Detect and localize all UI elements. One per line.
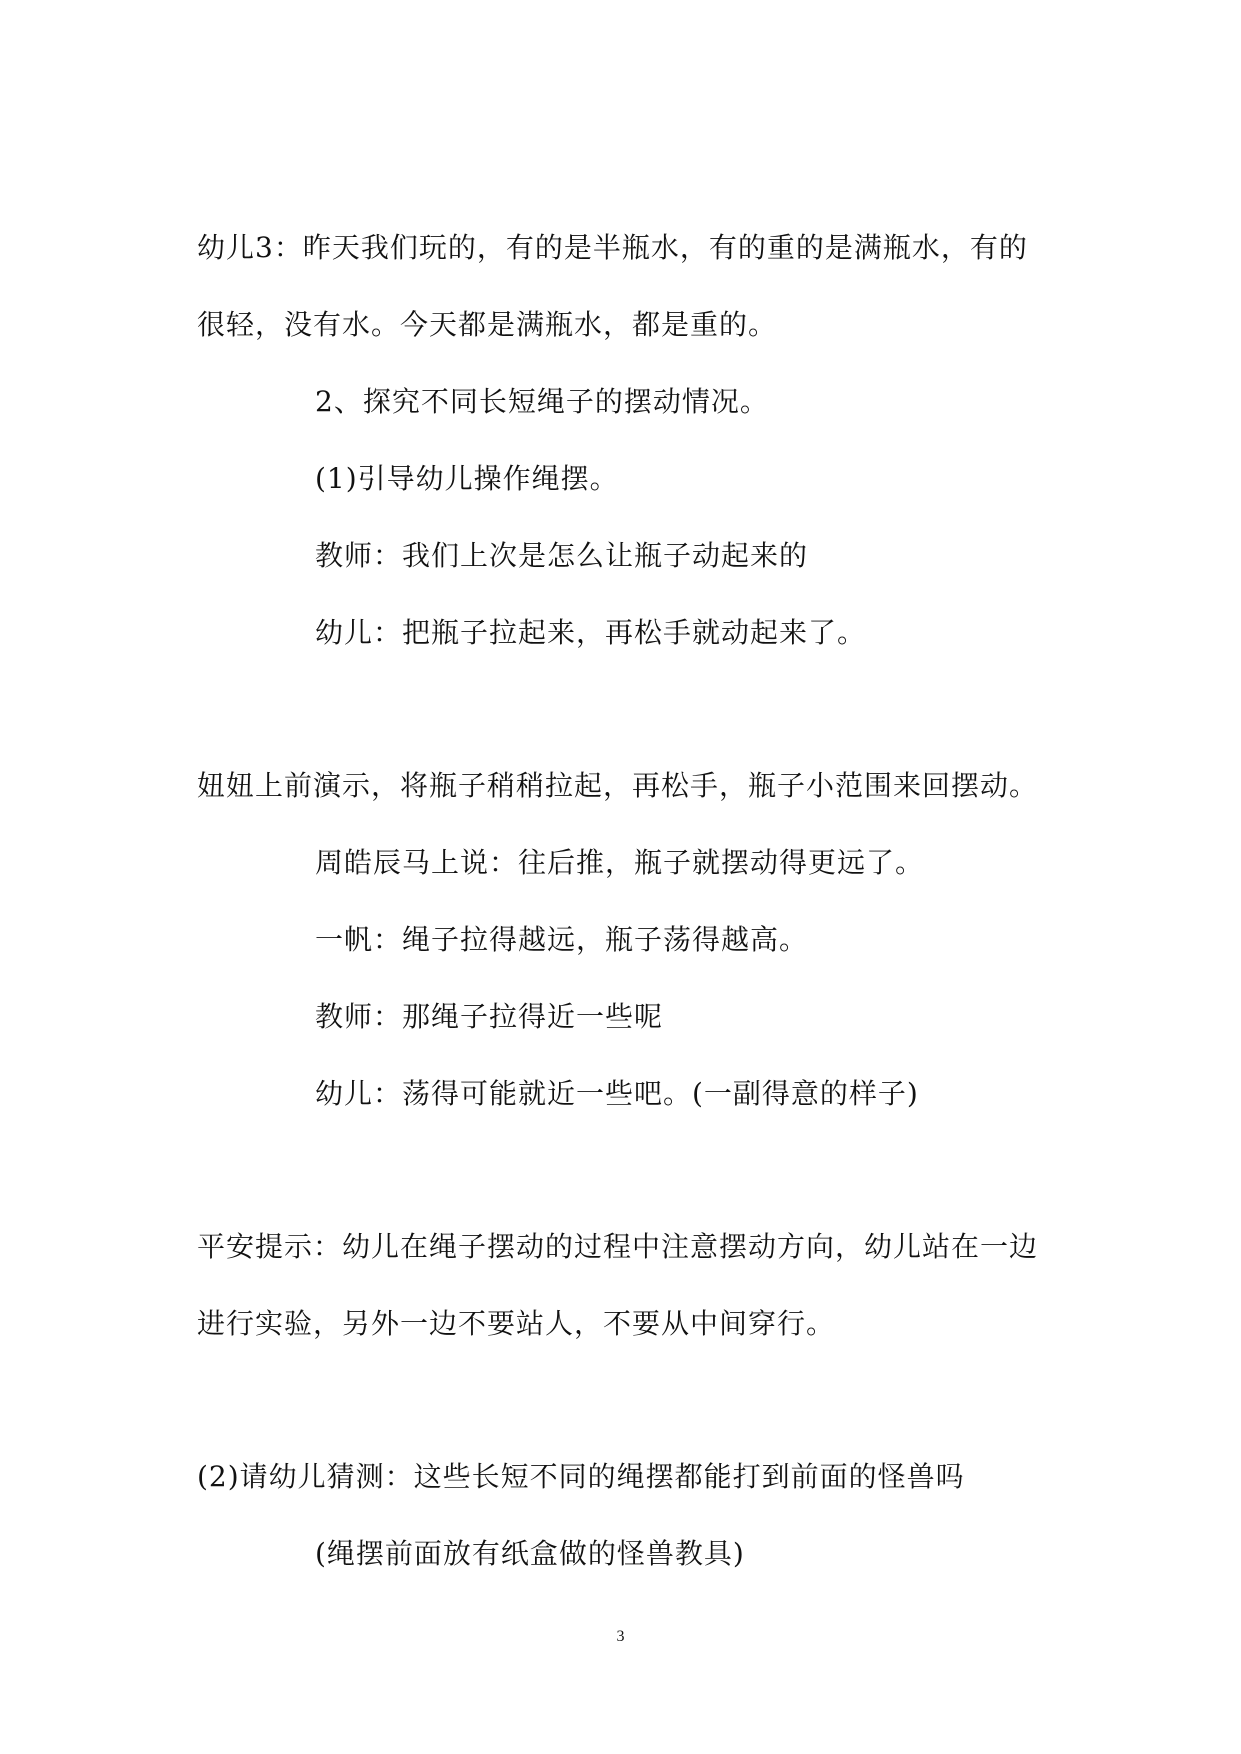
dialogue-line: 一帆：绳子拉得越远，瓶子荡得越高。 [315,923,809,956]
dialogue-line: 教师：那绳子拉得近一些呢 [315,1000,664,1033]
dialogue-line: 幼儿：荡得可能就近一些吧。(一副得意的样子) [315,1077,919,1110]
dialogue-line: 周皓辰马上说：往后推，瓶子就摆动得更远了。 [315,846,925,879]
paragraph-line: 很轻，没有水。今天都是满瓶水，都是重的。 [197,308,778,341]
paragraph-line: 幼儿3：昨天我们玩的，有的是半瓶水，有的重的是满瓶水，有的 [197,231,1028,264]
safety-note-line: 平安提示：幼儿在绳子摆动的过程中注意摆动方向，幼儿站在一边 [197,1230,1039,1263]
dialogue-line: 教师：我们上次是怎么让瓶子动起来的 [315,539,809,572]
note-line: (绳摆前面放有纸盒做的怪兽教具) [315,1537,745,1570]
paragraph-line: 妞妞上前演示，将瓶子稍稍拉起，再松手，瓶子小范围来回摆动。 [197,769,1039,802]
dialogue-line: 幼儿：把瓶子拉起来，再松手就动起来了。 [315,616,867,649]
section-heading: 2、探究不同长短绳子的摆动情况。 [315,385,769,418]
subsection-heading: (1)引导幼儿操作绳摆。 [315,462,619,495]
page-number: 3 [616,1628,625,1645]
subsection-heading: (2)请幼儿猜测：这些长短不同的绳摆都能打到前面的怪兽吗 [197,1460,965,1493]
safety-note-line: 进行实验，另外一边不要站人，不要从中间穿行。 [197,1307,836,1340]
